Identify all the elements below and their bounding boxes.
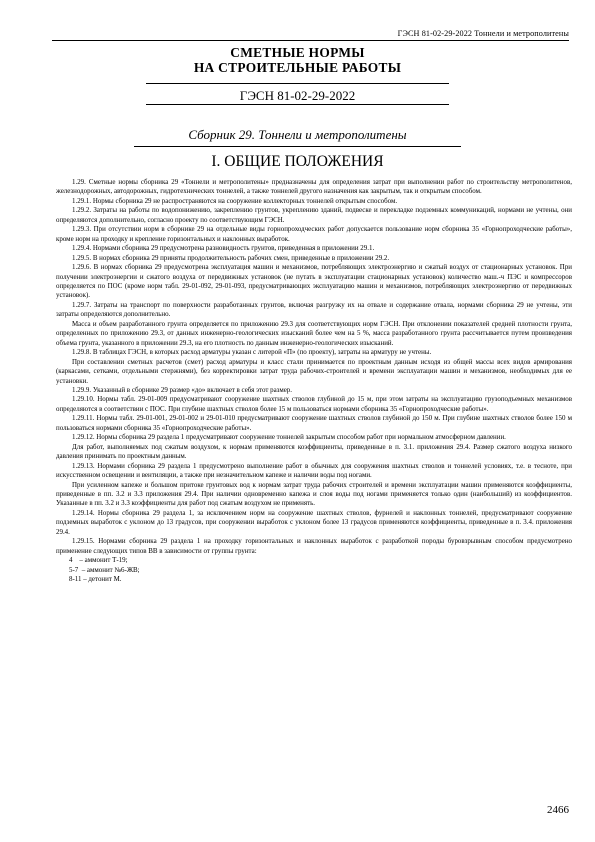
paragraph: Для работ, выполняемых под сжатым воздухом, к нормам применяются коэффициенты, приведенные в п. 3.1. приложения 29.4. Размер сжатого воздуха низкого давления принимать по проектным данным. <box>56 442 572 461</box>
paragraph: 1.29. Сметные нормы сборника 29 «Тоннели и метрополитены» предназначены для определения затрат при выполнении работ по строительству метрополитенов, железнодорожных, автодорожных, гидротехнических тоннелей, а также тоннелей другого назначения как закрытым, так и открытым способом. <box>56 178 572 196</box>
paragraph: 1.29.5. В нормах сборника 29 приняты продолжительность рабочих смен, приведенные в приложении 29.2. <box>72 253 390 262</box>
paragraph: При составлении сметных расчетов (смет) расход арматуры и класс стали принимается по проектным данным исходя из общей массы всех видов армирования (каркасами, сетками, отдельными стержнями), без корректировки затрат труда рабочих-строителей и времени эксплуатации машин и механизмов, необходимых для ее установки. <box>56 357 572 385</box>
paragraph: 1.29.10. Нормы табл. 29-01-009 предусматривают сооружение шахтных стволов глубиной до 15 м, при этом затраты на эксплуатацию грузоподъемных механизмов определяются в соответствии с ПОС. При глубине шахтных стволов более 15 м пользоваться нормами сборника 35 «Горнопроходческие работы». <box>56 395 572 413</box>
paragraph: 1.29.6. В нормах сборника 29 предусмотрена эксплуатация машин и механизмов, потребляющих электроэнергию и сжатый воздух от стационарных установок. При получении электроэнергии и сжатого воздуха от передвижных установок (не путать в эксплуатации стационарных установок) количество маш.-ч ПЭС и компрессоров определяется по ПОС (кроме норм табл. 29-01-092, 29-01-093, предусматривающих эксплуатацию машин и механизмов, потребляющих электроэнергию от передвижных установок). <box>56 263 572 300</box>
body-text <box>56 178 572 584</box>
paragraph: 1.29.2. Затраты на работы по водопонижению, закреплению грунтов, укреплению зданий, подвеске и перекладке подземных коммуникаций, нормами не учтены, они определяются дополнительно, согласно проекту по соответствующим ГЭСН. <box>56 206 572 224</box>
running-header: ГЭСН 81-02-29-2022 Тоннели и метрополитены <box>397 29 569 38</box>
code-rule-bottom <box>146 104 449 105</box>
paragraph: 1.29.12. Нормы сборника 29 раздела 1 предусматривают сооружение тоннелей закрытым способом работ при нормальном атмосферном давлении. <box>72 433 506 442</box>
title-line-1: СМЕТНЫЕ НОРМЫ <box>230 45 365 60</box>
paragraph: 1.29.9. Указанный в сборнике 29 размер «до» включает в себя этот размер. <box>72 385 292 394</box>
section-rule <box>134 146 461 147</box>
document-code: ГЭСН 81-02-29-2022 <box>239 88 356 103</box>
paragraph: 1.29.1. Нормы сборника 29 не распространяются на сооружение коллекторных тоннелей открытым способом. <box>72 196 398 205</box>
header-rule <box>52 40 569 41</box>
explosive-list-item: 8-11 – детонит М. <box>69 575 122 584</box>
paragraph: 1.29.3. При отсутствии норм в сборнике 29 на отдельные виды горнопроходческих работ допускается пользование норм сборника 35 «Горнопроходческие работы», кроме норм на проходку и крепление горизонтальных и наклонных выработок. <box>56 225 572 243</box>
title-line-2: НА СТРОИТЕЛЬНЫЕ РАБОТЫ <box>193 60 402 75</box>
section-title: I. ОБЩИЕ ПОЛОЖЕНИЯ <box>211 153 384 170</box>
paragraph: 1.29.11. Нормы табл. 29-01-001, 29-01-002 и 29-01-010 предусматривают сооружение шахтных стволов глубиной до 150 м. При глубине шахтных стволов более 150 м пользоваться нормами сборника 35 «Горнопроходческие работы». <box>56 414 572 432</box>
paragraph: 1.29.8. В таблицах ГЭСН, в которых расход арматуры указан с литерой «П» (по проекту), затраты на арматуру не учтены. <box>72 348 432 357</box>
paragraph: При усиленном капеже и большом притоке грунтовых вод к нормам затрат труда рабочих строителей и времени эксплуатации машин применяются коэффициенты, приведенные в пп. 3.2 и 3.3 приложения 29.4. При наличии одновременно капежа и слоя воды под ногами применяется только один (наибольший) из коэффициентов. Указанные в пп. 3.2 и 3.3 коэффициенты для работ под сжатым воздухом не применять. <box>56 480 572 508</box>
paragraph: 1.29.4. Нормами сборника 29 предусмотрена разновидность грунтов, приведенная в приложении 29.1. <box>72 244 375 253</box>
paragraph: 1.29.13. Нормами сборника 29 раздела 1 предусмотрено выполнение работ в обычных для сооружения шахтных стволов и тоннелей условиях, т.е. в тесноте, при искусственном освещении и вентиляции, а также при незначительном капеже и наличии воды под ногами. <box>56 461 572 480</box>
explosive-list-item: 4 – аммонит Т-19; <box>69 556 128 565</box>
paragraph: 1.29.7. Затраты на транспорт по поверхности разработанных грунтов, включая разгрузку их на отвале и содержание отвала, нормами сборника 29 не учтены, эти затраты определяются дополнительно. <box>56 300 572 319</box>
page-number: 2466 <box>547 804 569 816</box>
paragraph: 1.29.14. Нормы сборника 29 раздела 1, за исключением норм на сооружение шахтных стволов, фурнелей и наклонных тоннелей, предусматривают сооружение подземных выработок с уклоном до 13 градусов, при сооружении выработок с уклоном более 13 градусов применяются коэффициенты, приведенные в п. 3.4. приложения 29.4. <box>56 508 572 536</box>
paragraph: Масса и объем разработанного грунта определяется по приложению 29.3 для соответствующих норм ГЭСН. При отклонении показателей средней плотности грунта, определенных по приложению 29.3, от данных инженерно-геологических изысканий более чем на 5 %, масса разработанного грунта рассчитывается путем произведения объема грунта, указанного в приложении 29.3, на его плотность по данным инженерно-геологических изысканий. <box>56 319 572 347</box>
paragraph: 1.29.15. Нормами сборника 29 раздела 1 на проходку горизонтальных и наклонных выработок с разработкой породы буровзрывным способом предусмотрено применение следующих типов ВВ в зависимости от группы грунта: <box>56 537 572 555</box>
code-rule-top <box>146 83 449 84</box>
explosive-list-item: 5-7 – аммонит №6-ЖВ; <box>69 565 140 574</box>
collection-title: Сборник 29. Тоннели и метрополитены <box>188 127 407 142</box>
